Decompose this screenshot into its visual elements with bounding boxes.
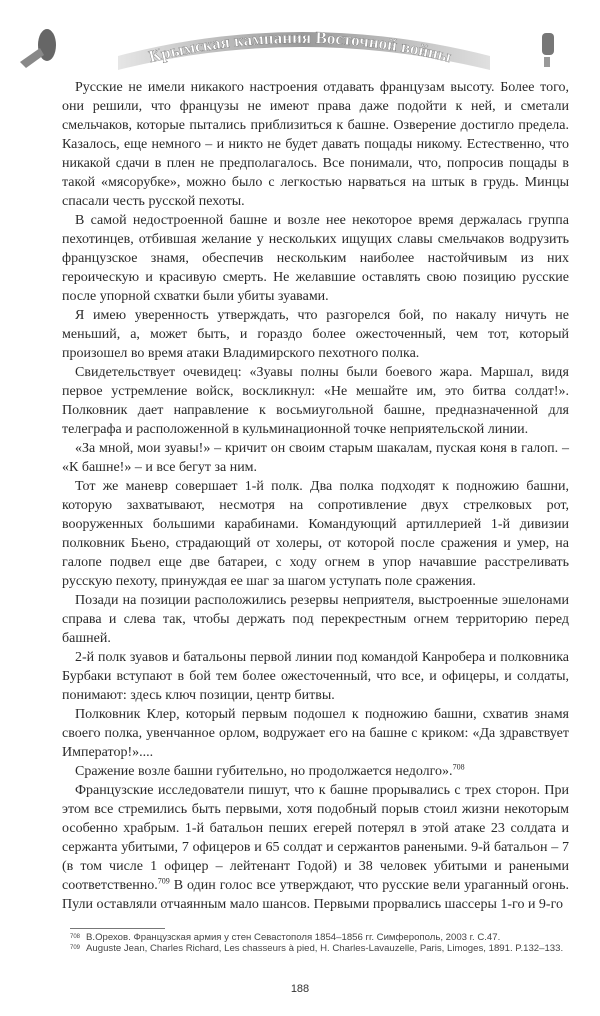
svg-text:Крымская кампания Восточной во xyxy=(147,28,454,66)
footnote-ref[interactable]: 708 xyxy=(452,762,465,772)
paragraph xyxy=(62,762,569,781)
footnote xyxy=(70,932,565,943)
paragraph: 2-й полк зуавов и батальоны первой линии под командой Канробера и полковника Бурбаки вступают в бой тем более ожесточенный, что все, и офицеры, и солдаты, понимают: здесь ключ позиции, центр битвы. xyxy=(62,650,569,703)
footnote-number: 709 xyxy=(70,945,81,951)
paragraph: Позади на позиции расположились резервы неприятеля, выстроенные эшелонами справа и слева так, чтобы держать под перекрестным огнем территорию перед башней. xyxy=(62,593,569,646)
body-text xyxy=(62,78,569,914)
paragraph: «За мной, мои зуавы!» – кричит он своим старым шакалам, пуская коня в галоп. – «К башне!» – и все бегут за ним. xyxy=(62,441,569,475)
running-header xyxy=(0,0,600,78)
soldier-figure-right-icon xyxy=(542,33,554,67)
paragraph-text: В один голос все утверждают, что русские вели ураганный огонь. Пули оставляли отчаянным мало шансов. Первыми прорвались шассеры 1-го и 9-го xyxy=(62,878,569,912)
paragraph: Русские не имели никакого настроения отдавать французам высоту. Более того, они решили, что французы не имеют права даже подойти к ней, и сметали смельчаков, которые пытались приблизиться к башне. Озверение достигло предела. Казалось, еще немного – и никто не будет давать пощады никому. Естественно, что никакой сдачи в плен не предполагалось. Все понимали, что, попросив пощады в такой «мясорубке», можно было с легкостью нарваться на штык в грудь. Минцы спасали честь русской пехоты. xyxy=(62,80,569,209)
paragraph xyxy=(62,781,569,914)
footnote xyxy=(70,943,565,954)
paragraph-text: Французские исследователи пишут, что к башне прорывались с трех сторон. При этом все стремились быть первыми, хотя подобный порыв стоил жизни некоторым особенно храбрым. 1-й батальон пеших егерей потерял в этой атаке 23 солдата и сержанта убитыми, 7 офицеров и 65 солдат и сержантов ранеными. 9-й батальон – 7 (в том числе 1 офицер – лейтенант Годой) и 38 человек убитыми и ранеными соответственно. xyxy=(62,783,569,893)
footnote-divider xyxy=(70,928,165,929)
paragraph: Свидетельствует очевидец: «Зуавы полны были боевого жара. Маршал, видя первое устремление войск, воскликнул: «Не мешайте им, это битва солдат!». Полковник дает направление к восьмиугольной башне, предназначенной для телеграфа и расположенной в кульминационной точке неприятельской линии. xyxy=(62,365,569,437)
footnote-text: В.Орехов. Французская армия у стен Севастополя 1854–1856 гг. Симферополь, 2003 г. С.47. xyxy=(86,932,501,943)
footnote-text: Auguste Jean, Charles Richard, Les chasseurs à pied, H. Charles-Lavauzelle, Paris, Limoges, 1891. P.132–133. xyxy=(86,943,564,954)
footnotes xyxy=(70,932,565,954)
running-title: Крымская кампания Восточной войны xyxy=(146,27,454,67)
paragraph-text: Сражение возле башни губительно, но продолжается недолго». xyxy=(75,764,453,779)
paragraph: Тот же маневр совершает 1-й полк. Два полка подходят к подножию башни, которую захватывают, несмотря на сопротивление двух стрелковых рот, вооруженных большими карабинами. Командующий артиллерией 1-й дивизии полковник Бьено, страдающий от холеры, от которой после сражения и умер, на галопе подвел еще две батареи, с ходу огнем в упор начавшие расстреливать русскую пехоту, принуждая ее шаг за шагом уступать поле сражения. xyxy=(62,479,569,589)
soldier-figure-left-icon xyxy=(20,29,56,68)
paragraph: Я имею уверенность утверждать, что разгорелся бой, по накалу ничуть не меньший, а, может быть, и гораздо более ожесточенный, чем тот, который произошел во время атаки Владимирского пехотного полка. xyxy=(62,308,569,361)
footnote-number: 708 xyxy=(70,934,81,940)
page-number: 188 xyxy=(290,983,310,995)
paragraph: Полковник Клер, который первым подошел к подножию башни, схватив знамя своего полка, увенчанное орлом, водружает его на башне с криком: «Да здравствует Император!».... xyxy=(62,707,569,760)
footnote-ref[interactable]: 709 xyxy=(157,876,170,886)
paragraph: В самой недостроенной башне и возле нее некоторое время держалась группа пехотинцев, отбившая желание у нескольких ищущих славы смельчаков водрузить французское знамя, обеспечив нескольким наиболее настойчивым из них героическую и красивую смерть. Не желавшие оставлять свою позицию русские после упорной схватки были убиты зуавами. xyxy=(62,213,569,304)
